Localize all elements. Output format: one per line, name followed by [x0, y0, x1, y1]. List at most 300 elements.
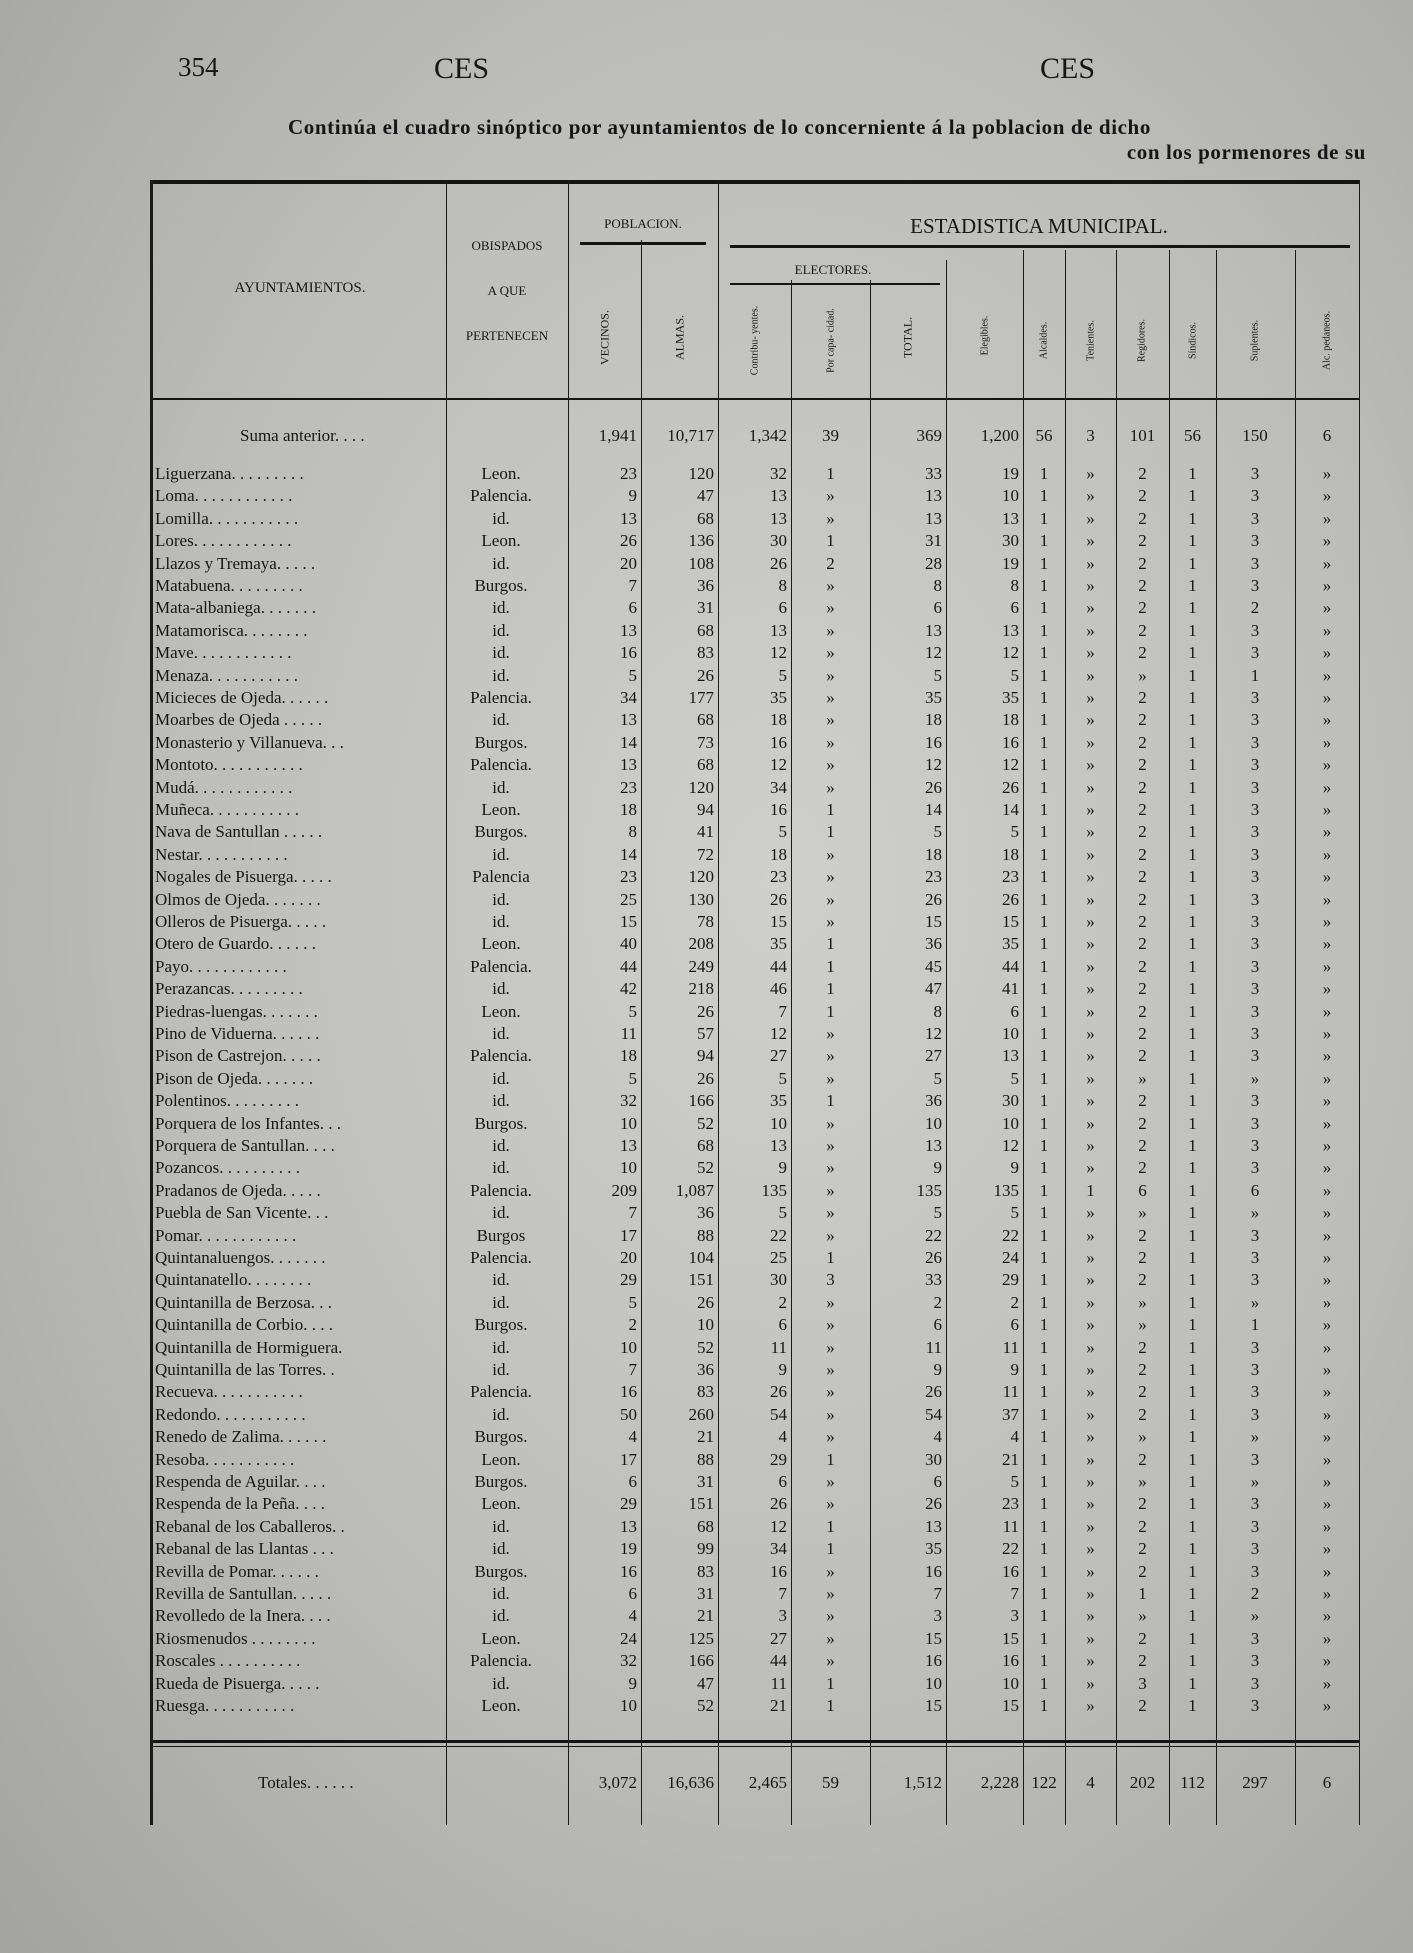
tenientes: »	[1086, 710, 1095, 730]
totales-cell: 202	[1129, 1773, 1156, 1792]
alcaldes: 1	[1039, 844, 1049, 864]
almas: 151	[688, 1270, 714, 1290]
vecinos: 13	[620, 620, 637, 640]
por-capacidad: 1	[826, 1673, 835, 1693]
table-row	[150, 1404, 1360, 1426]
alc-pedaneos: »	[1322, 1673, 1332, 1693]
almas: 260	[688, 1404, 714, 1424]
alc-pedaneos: »	[1322, 1606, 1332, 1626]
alcaldes: 1	[1039, 934, 1049, 954]
sindicos: 1	[1188, 486, 1197, 506]
regidores: 2	[1138, 1248, 1147, 1267]
sindicos: 1	[1188, 1315, 1197, 1335]
table-row	[150, 777, 1360, 799]
alc-pedaneos: »	[1322, 1561, 1332, 1581]
sindicos: 1	[1188, 822, 1197, 842]
contribuyentes: 44	[770, 956, 787, 976]
totales-cell: 3,072	[598, 1773, 637, 1792]
tenientes: »	[1086, 1472, 1095, 1491]
por-capacidad: »	[826, 1651, 835, 1671]
almas: 120	[688, 777, 714, 797]
suma-cell: 56	[1184, 426, 1201, 445]
elegibles: 26	[1002, 777, 1019, 797]
por-capacidad: 3	[826, 1270, 835, 1290]
tenientes: »	[1086, 1516, 1095, 1536]
almas: 57	[697, 1024, 714, 1043]
total-electores: 7	[933, 1584, 942, 1603]
alcaldes: 1	[1039, 1068, 1049, 1088]
suplentes: 3	[1250, 1136, 1260, 1155]
alc-pedaneos: »	[1322, 956, 1332, 976]
elegibles: 19	[1002, 464, 1019, 483]
suplentes: »	[1250, 1203, 1260, 1223]
table-row	[150, 889, 1360, 911]
suplentes: 3	[1250, 1001, 1260, 1021]
table-row	[150, 1180, 1360, 1202]
total-electores: 5	[933, 1068, 942, 1088]
alc-pedaneos: »	[1322, 777, 1332, 797]
suplentes: 3	[1250, 1628, 1260, 1648]
obispado: Burgos.	[474, 822, 528, 842]
alc-pedaneos: »	[1322, 1360, 1332, 1379]
suplentes: 3	[1250, 486, 1260, 506]
ayuntamiento-name: Mave. . . . . . . . . . . .	[155, 643, 292, 663]
tenientes: »	[1086, 643, 1095, 663]
suplentes: »	[1250, 1472, 1260, 1491]
ayuntamiento-name: Revolledo de la Inera. . . .	[155, 1606, 331, 1626]
obispado: Burgos.	[474, 732, 528, 752]
elegibles: 29	[1002, 1270, 1019, 1290]
sindicos: 1	[1188, 1113, 1197, 1133]
elegibles: 15	[1002, 1696, 1019, 1715]
sindicos: 1	[1188, 576, 1197, 595]
alcaldes: 1	[1039, 1472, 1049, 1491]
obispado: Palencia.	[470, 1180, 532, 1200]
alc-pedaneos: »	[1322, 912, 1332, 931]
sindicos: 1	[1188, 710, 1197, 730]
ayuntamiento-name: Pradanos de Ojeda. . . . .	[155, 1180, 321, 1200]
ayuntamiento-name: Olleros de Pisuerga. . . . .	[155, 912, 327, 931]
table-row	[150, 933, 1360, 955]
alc-pedaneos: »	[1322, 1315, 1332, 1335]
contribuyentes: 23	[770, 867, 787, 887]
suplentes: 3	[1250, 1561, 1260, 1581]
table-row	[150, 1650, 1360, 1672]
por-capacidad: 2	[826, 553, 835, 573]
table-row	[150, 1471, 1360, 1493]
contribuyentes: 9	[778, 1158, 787, 1178]
regidores: »	[1138, 1068, 1147, 1088]
alcaldes: 1	[1039, 732, 1049, 752]
table-row	[150, 1583, 1360, 1605]
table-row	[150, 821, 1360, 843]
elegibles: 18	[1002, 710, 1019, 730]
por-capacidad: »	[826, 867, 835, 887]
regidores: 2	[1138, 1494, 1147, 1514]
alc-pedaneos: »	[1322, 1180, 1332, 1200]
suplentes: 2	[1250, 1584, 1260, 1603]
vecinos: 14	[620, 732, 637, 752]
regidores: 2	[1138, 1561, 1147, 1581]
regidores: 2	[1138, 1113, 1147, 1133]
vecinos: 23	[620, 777, 637, 797]
por-capacidad: 1	[826, 1091, 835, 1111]
suma-cell: 101	[1129, 426, 1156, 445]
tenientes: »	[1086, 531, 1095, 551]
table-row	[150, 1023, 1360, 1045]
alc-pedaneos: »	[1322, 1516, 1332, 1536]
obispado: id.	[492, 710, 510, 730]
alcaldes: 1	[1039, 956, 1049, 976]
obispado: id.	[492, 1584, 510, 1603]
header-total: TOTAL.	[900, 316, 915, 359]
regidores: 2	[1138, 464, 1147, 483]
total-electores: 13	[925, 1516, 942, 1536]
header-alcaldes: Alcaldes.	[1038, 321, 1050, 360]
suplentes: 3	[1250, 531, 1260, 551]
regidores: 2	[1138, 1225, 1147, 1245]
por-capacidad: »	[826, 1158, 835, 1178]
vecinos: 16	[620, 1382, 637, 1402]
vecinos: 2	[628, 1315, 637, 1335]
suplentes: 3	[1250, 1673, 1260, 1693]
contribuyentes: 30	[770, 531, 787, 551]
contribuyentes: 12	[770, 1024, 787, 1043]
suplentes: 3	[1250, 1494, 1260, 1514]
alcaldes: 1	[1039, 1539, 1049, 1559]
almas: 94	[697, 800, 714, 819]
obispado: Palencia.	[470, 1248, 532, 1267]
sindicos: 1	[1188, 665, 1197, 685]
almas: 72	[697, 844, 714, 864]
por-capacidad: »	[826, 1404, 835, 1424]
suplentes: 3	[1250, 1113, 1260, 1133]
sindicos: 1	[1188, 1516, 1197, 1536]
suplentes: 3	[1250, 710, 1260, 730]
alcaldes: 1	[1039, 1225, 1049, 1245]
almas: 36	[697, 1203, 714, 1223]
sindicos: 1	[1188, 1292, 1197, 1312]
total-electores: 16	[925, 732, 942, 752]
almas: 208	[688, 934, 714, 954]
almas: 83	[697, 1561, 714, 1581]
obispado: Leon.	[481, 464, 521, 483]
suplentes: 3	[1250, 688, 1260, 707]
tenientes: »	[1086, 508, 1095, 528]
vecinos: 32	[620, 1651, 637, 1671]
table-row	[150, 956, 1360, 978]
contribuyentes: 3	[778, 1606, 787, 1626]
por-capacidad: 1	[826, 979, 835, 999]
table-row	[150, 463, 1360, 485]
obispado: id.	[492, 665, 510, 685]
table-row	[150, 1516, 1360, 1538]
elegibles: 10	[1002, 1024, 1019, 1043]
almas: 68	[697, 1136, 714, 1155]
alcaldes: 1	[1039, 912, 1049, 931]
regidores: 2	[1138, 531, 1147, 551]
alc-pedaneos: »	[1322, 1024, 1332, 1043]
obispado: Burgos.	[474, 1472, 528, 1491]
almas: 151	[688, 1494, 714, 1514]
ayuntamiento-name: Montoto. . . . . . . . . . .	[155, 755, 303, 775]
ayuntamiento-name: Porquera de los Infantes. . .	[155, 1113, 342, 1133]
sindicos: 1	[1188, 934, 1197, 954]
regidores: 2	[1138, 867, 1147, 887]
alcaldes: 1	[1039, 1113, 1049, 1133]
suplentes: 3	[1250, 956, 1260, 976]
suplentes: »	[1250, 1068, 1260, 1088]
vecinos: 25	[620, 889, 637, 909]
alc-pedaneos: »	[1322, 1472, 1332, 1491]
por-capacidad: 1	[826, 464, 835, 483]
elegibles: 7	[1010, 1584, 1019, 1603]
almas: 120	[688, 464, 714, 483]
sindicos: 1	[1188, 1001, 1197, 1021]
suplentes: 3	[1250, 1449, 1260, 1469]
alc-pedaneos: »	[1322, 486, 1332, 506]
contribuyentes: 16	[770, 800, 787, 819]
alc-pedaneos: »	[1322, 1248, 1332, 1267]
totales-cell: 112	[1180, 1773, 1205, 1792]
total-electores: 26	[925, 1382, 942, 1402]
alc-pedaneos: »	[1322, 1382, 1332, 1402]
suplentes: 3	[1250, 1360, 1260, 1379]
regidores: 2	[1138, 956, 1147, 976]
sindicos: 1	[1188, 1628, 1197, 1648]
por-capacidad: 1	[826, 531, 835, 551]
total-electores: 16	[925, 1651, 942, 1671]
obispado: Palencia.	[470, 688, 532, 707]
table-row	[150, 1314, 1360, 1336]
total-electores: 26	[925, 1494, 942, 1514]
obispado: Palencia	[472, 867, 530, 887]
alcaldes: 1	[1039, 1584, 1049, 1603]
por-capacidad: 1	[826, 956, 835, 976]
por-capacidad: »	[826, 1628, 835, 1648]
suma-anterior-row	[150, 425, 1360, 447]
sindicos: 1	[1188, 1136, 1197, 1155]
ayuntamiento-name: Pison de Ojeda. . . . . . .	[155, 1068, 314, 1088]
total-electores: 13	[925, 508, 942, 528]
tenientes: »	[1086, 688, 1095, 707]
por-capacidad: 1	[826, 1539, 835, 1559]
elegibles: 16	[1002, 1561, 1019, 1581]
ayuntamiento-name: Riosmenudos . . . . . . . .	[155, 1628, 316, 1648]
por-capacidad: »	[826, 1427, 835, 1447]
regidores: 2	[1138, 1024, 1147, 1043]
alcaldes: 1	[1039, 1158, 1049, 1178]
alcaldes: 1	[1039, 1292, 1049, 1312]
table-row	[150, 530, 1360, 552]
table-row	[150, 553, 1360, 575]
regidores: 2	[1138, 486, 1147, 506]
elegibles: 26	[1002, 889, 1019, 909]
por-capacidad: »	[826, 665, 835, 685]
contribuyentes: 32	[770, 464, 787, 483]
ayuntamiento-name: Pison de Castrejon. . . . .	[155, 1046, 321, 1066]
suplentes: 3	[1250, 1404, 1260, 1424]
alcaldes: 1	[1039, 1651, 1049, 1671]
regidores: 2	[1138, 1136, 1147, 1155]
total-electores: 2	[933, 1292, 942, 1312]
alcaldes: 1	[1039, 508, 1049, 528]
suplentes: 3	[1250, 1024, 1260, 1043]
suplentes: 3	[1250, 844, 1260, 864]
por-capacidad: »	[826, 576, 835, 595]
sindicos: 1	[1188, 1673, 1197, 1693]
suplentes: 3	[1250, 867, 1260, 887]
por-capacidad: »	[826, 1561, 835, 1581]
vecinos: 13	[620, 710, 637, 730]
alc-pedaneos: »	[1322, 1046, 1332, 1066]
table-row	[150, 1381, 1360, 1403]
contribuyentes: 35	[770, 1091, 787, 1111]
tenientes: »	[1086, 1248, 1095, 1267]
alcaldes: 1	[1039, 777, 1049, 797]
total-electores: 31	[925, 531, 942, 551]
elegibles: 5	[1010, 822, 1019, 842]
obispado: id.	[492, 643, 510, 663]
regidores: »	[1138, 1427, 1147, 1447]
total-electores: 5	[933, 665, 942, 685]
table-row	[150, 799, 1360, 821]
contribuyentes: 13	[770, 486, 787, 506]
ayuntamiento-name: Quintanilla de Hormiguera.	[155, 1337, 343, 1357]
table-row	[150, 1426, 1360, 1448]
contribuyentes: 26	[770, 1494, 787, 1514]
sindicos: 1	[1188, 732, 1197, 752]
contribuyentes: 13	[770, 1136, 787, 1155]
tenientes: »	[1086, 1360, 1095, 1379]
table-row	[150, 1337, 1360, 1359]
alcaldes: 1	[1039, 1091, 1049, 1111]
alc-pedaneos: »	[1322, 1001, 1332, 1021]
page-number: 354	[178, 52, 219, 82]
ayuntamiento-name: Muñeca. . . . . . . . . . .	[155, 800, 300, 819]
por-capacidad: »	[826, 1225, 835, 1245]
por-capacidad: »	[826, 598, 835, 618]
header-elegibles: Elegibles.	[979, 315, 991, 356]
tenientes: »	[1086, 1673, 1095, 1693]
table-row	[150, 1113, 1360, 1135]
obispado: Leon.	[481, 934, 521, 954]
header-suplentes: Suplentes.	[1249, 319, 1261, 362]
ayuntamiento-name: Rebanal de los Caballeros. .	[155, 1516, 345, 1536]
regidores: 2	[1138, 800, 1147, 819]
table-row	[150, 732, 1360, 754]
suplentes: 3	[1250, 1225, 1260, 1245]
contribuyentes: 35	[770, 688, 787, 707]
contribuyentes: 6	[778, 1472, 787, 1491]
total-electores: 14	[925, 800, 942, 819]
vecinos: 9	[628, 486, 637, 506]
regidores: 2	[1138, 1696, 1147, 1715]
por-capacidad: »	[826, 1203, 835, 1223]
total-electores: 5	[933, 1203, 942, 1223]
vecinos: 34	[620, 688, 637, 707]
tenientes: »	[1086, 1270, 1095, 1290]
alcaldes: 1	[1039, 979, 1049, 999]
almas: 68	[697, 710, 714, 730]
sindicos: 1	[1188, 643, 1197, 663]
regidores: 2	[1138, 1539, 1147, 1559]
vecinos: 29	[620, 1270, 637, 1290]
header-obispados-3: PERTENECEN	[465, 328, 549, 343]
alc-pedaneos: »	[1322, 867, 1332, 887]
almas: 68	[697, 620, 714, 640]
alc-pedaneos: »	[1322, 1494, 1332, 1514]
alcaldes: 1	[1039, 1248, 1049, 1267]
suplentes: 3	[1250, 934, 1260, 954]
regidores: »	[1138, 1203, 1147, 1223]
ayuntamiento-name: Matabuena. . . . . . . . .	[155, 576, 303, 595]
contribuyentes: 27	[770, 1628, 787, 1648]
vecinos: 4	[628, 1606, 637, 1626]
ayuntamiento-name: Rebanal de las Llantas . . .	[155, 1539, 334, 1559]
obispado: Leon.	[481, 1001, 521, 1021]
almas: 52	[697, 1696, 714, 1715]
ayuntamiento-name: Piedras-luengas. . . . . . .	[155, 1001, 318, 1021]
regidores: 2	[1138, 620, 1147, 640]
tenientes: »	[1086, 1651, 1095, 1671]
vecinos: 7	[628, 1360, 637, 1379]
tenientes: »	[1086, 1628, 1095, 1648]
ayuntamiento-name: Pozancos. . . . . . . . . .	[155, 1158, 300, 1178]
elegibles: 41	[1002, 979, 1019, 999]
alc-pedaneos: »	[1322, 1404, 1332, 1424]
total-electores: 8	[933, 576, 942, 595]
totales-cell: 1,512	[903, 1773, 942, 1792]
total-electores: 13	[925, 486, 942, 506]
regidores: 2	[1138, 1449, 1147, 1469]
almas: 47	[697, 1673, 714, 1693]
ayuntamiento-name: Porquera de Santullan. . . .	[155, 1136, 335, 1155]
ayuntamiento-name: Otero de Guardo. . . . . .	[155, 934, 316, 954]
alc-pedaneos: »	[1322, 1539, 1332, 1559]
vecinos: 7	[628, 576, 637, 595]
regidores: 2	[1138, 508, 1147, 528]
por-capacidad: »	[826, 777, 835, 797]
almas: 21	[697, 1427, 714, 1447]
total-electores: 26	[925, 1248, 942, 1267]
alcaldes: 1	[1039, 1696, 1049, 1715]
table-row	[150, 1269, 1360, 1291]
alcaldes: 1	[1039, 822, 1049, 842]
almas: 31	[697, 598, 714, 618]
ayuntamiento-name: Menaza. . . . . . . . . . .	[155, 665, 299, 685]
contribuyentes: 11	[770, 1337, 787, 1357]
tenientes: »	[1086, 598, 1095, 618]
contribuyentes: 16	[770, 1561, 787, 1581]
alcaldes: 1	[1039, 1270, 1049, 1290]
sindicos: 1	[1188, 800, 1197, 819]
suplentes: »	[1250, 1292, 1260, 1312]
tenientes: 1	[1086, 1180, 1095, 1200]
por-capacidad: »	[826, 1472, 835, 1491]
header-almas: ALMAS.	[672, 315, 687, 361]
almas: 52	[697, 1113, 714, 1133]
tenientes: »	[1086, 1136, 1095, 1155]
table-row	[150, 665, 1360, 687]
elegibles: 13	[1002, 1046, 1019, 1066]
sindicos: 1	[1188, 464, 1197, 483]
obispado: Leon.	[481, 531, 521, 551]
alc-pedaneos: »	[1322, 934, 1332, 954]
alcaldes: 1	[1039, 1427, 1049, 1447]
total-electores: 15	[925, 912, 942, 931]
header-ayuntamientos: AYUNTAMIENTOS.	[234, 280, 366, 296]
